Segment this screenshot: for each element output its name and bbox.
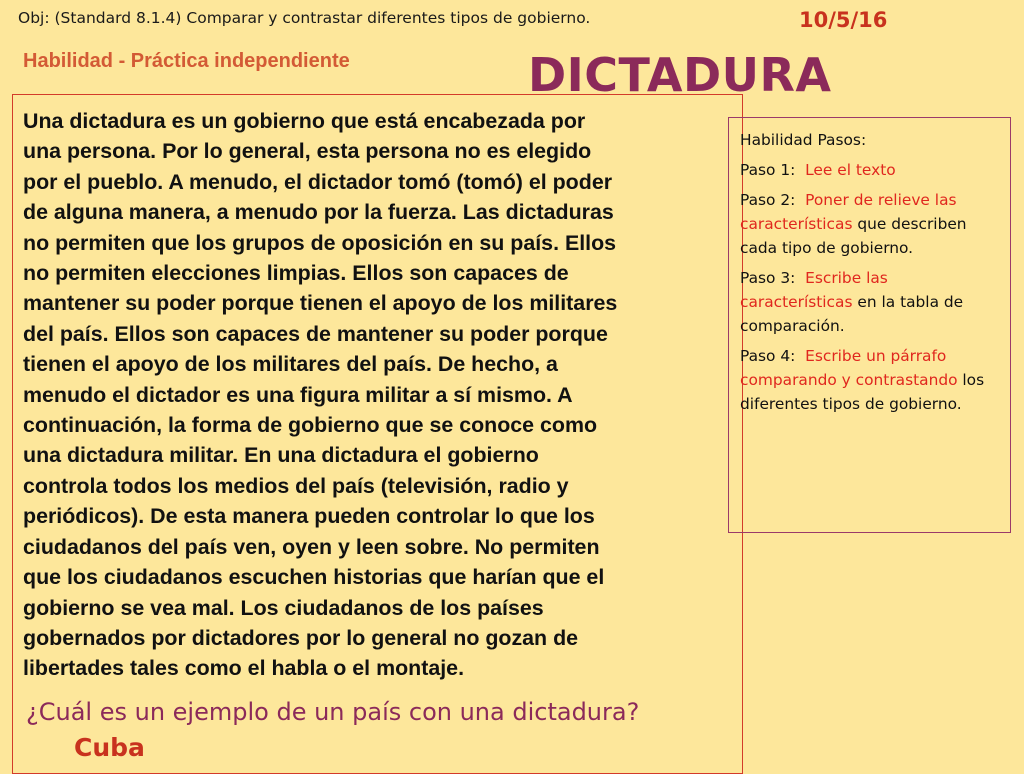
step-2-action: Poner de relieve las características xyxy=(740,191,957,233)
step-1-label: Paso 1: xyxy=(740,161,796,179)
step-3 xyxy=(740,266,1005,338)
step-3-action: Escribe las características xyxy=(740,269,888,311)
steps-title: Habilidad Pasos: xyxy=(740,131,867,149)
reading-passage: Una dictadura es un gobierno que está encabezada por una persona. Por lo general, esta persona no es elegido por el pueblo. A menudo, el dictador tomó (tomó) el poder de alguna manera, a menudo por la fuerza. Las dictaduras no permiten que los grupos de oposición en su país. Ellos no permiten elecciones limpias. Ellos son capaces de mantener su poder porque tienen el apoyo de los militares del país. Ellos son capaces de mantener su poder porque tienen el apoyo de los militares del país. De hecho, a menudo el dictador es una figura militar a sí mismo. A continuación, la forma de gobierno que se conoce como una dictadura militar. En una dictadura el gobierno controla todos los medios del país (televisión, radio y periódicos). De esta manera pueden controlar lo que los ciudadanos del país ven, oyen y leen sobre. No permiten que los ciudadanos escuchen historias que harían que el gobierno se vea mal. Los ciudadanos de los países gobernados por dictadores por lo general no gozan de libertades tales como el habla o el montaje. xyxy=(23,109,618,681)
date-label: 10/5/16 xyxy=(799,8,888,32)
objective-text: Obj: (Standard 8.1.4) Comparar y contrastar diferentes tipos de gobierno. xyxy=(18,9,591,27)
steps-panel xyxy=(740,128,1005,422)
step-1 xyxy=(740,158,1005,182)
step-1-action: Lee el texto xyxy=(805,161,896,179)
step-4-action: Escribe un párrafo comparando y contrastando xyxy=(740,347,958,389)
step-3-label: Paso 3: xyxy=(740,269,796,287)
answer-text: Cuba xyxy=(74,733,145,762)
step-4-rest: los diferentes tipos de gobierno. xyxy=(740,371,985,413)
step-3-rest: en la tabla de comparación. xyxy=(740,293,964,335)
question-text: ¿Cuál es un ejemplo de un país con una dictadura? xyxy=(26,698,640,726)
step-4 xyxy=(740,344,1005,416)
step-2-label: Paso 2: xyxy=(740,191,796,209)
step-2 xyxy=(740,188,1005,260)
skill-heading: Habilidad - Práctica independiente xyxy=(23,50,350,72)
page-title: DICTADURA xyxy=(528,48,832,102)
step-4-label: Paso 4: xyxy=(740,347,796,365)
step-2-rest: que describen cada tipo de gobierno. xyxy=(740,215,967,257)
